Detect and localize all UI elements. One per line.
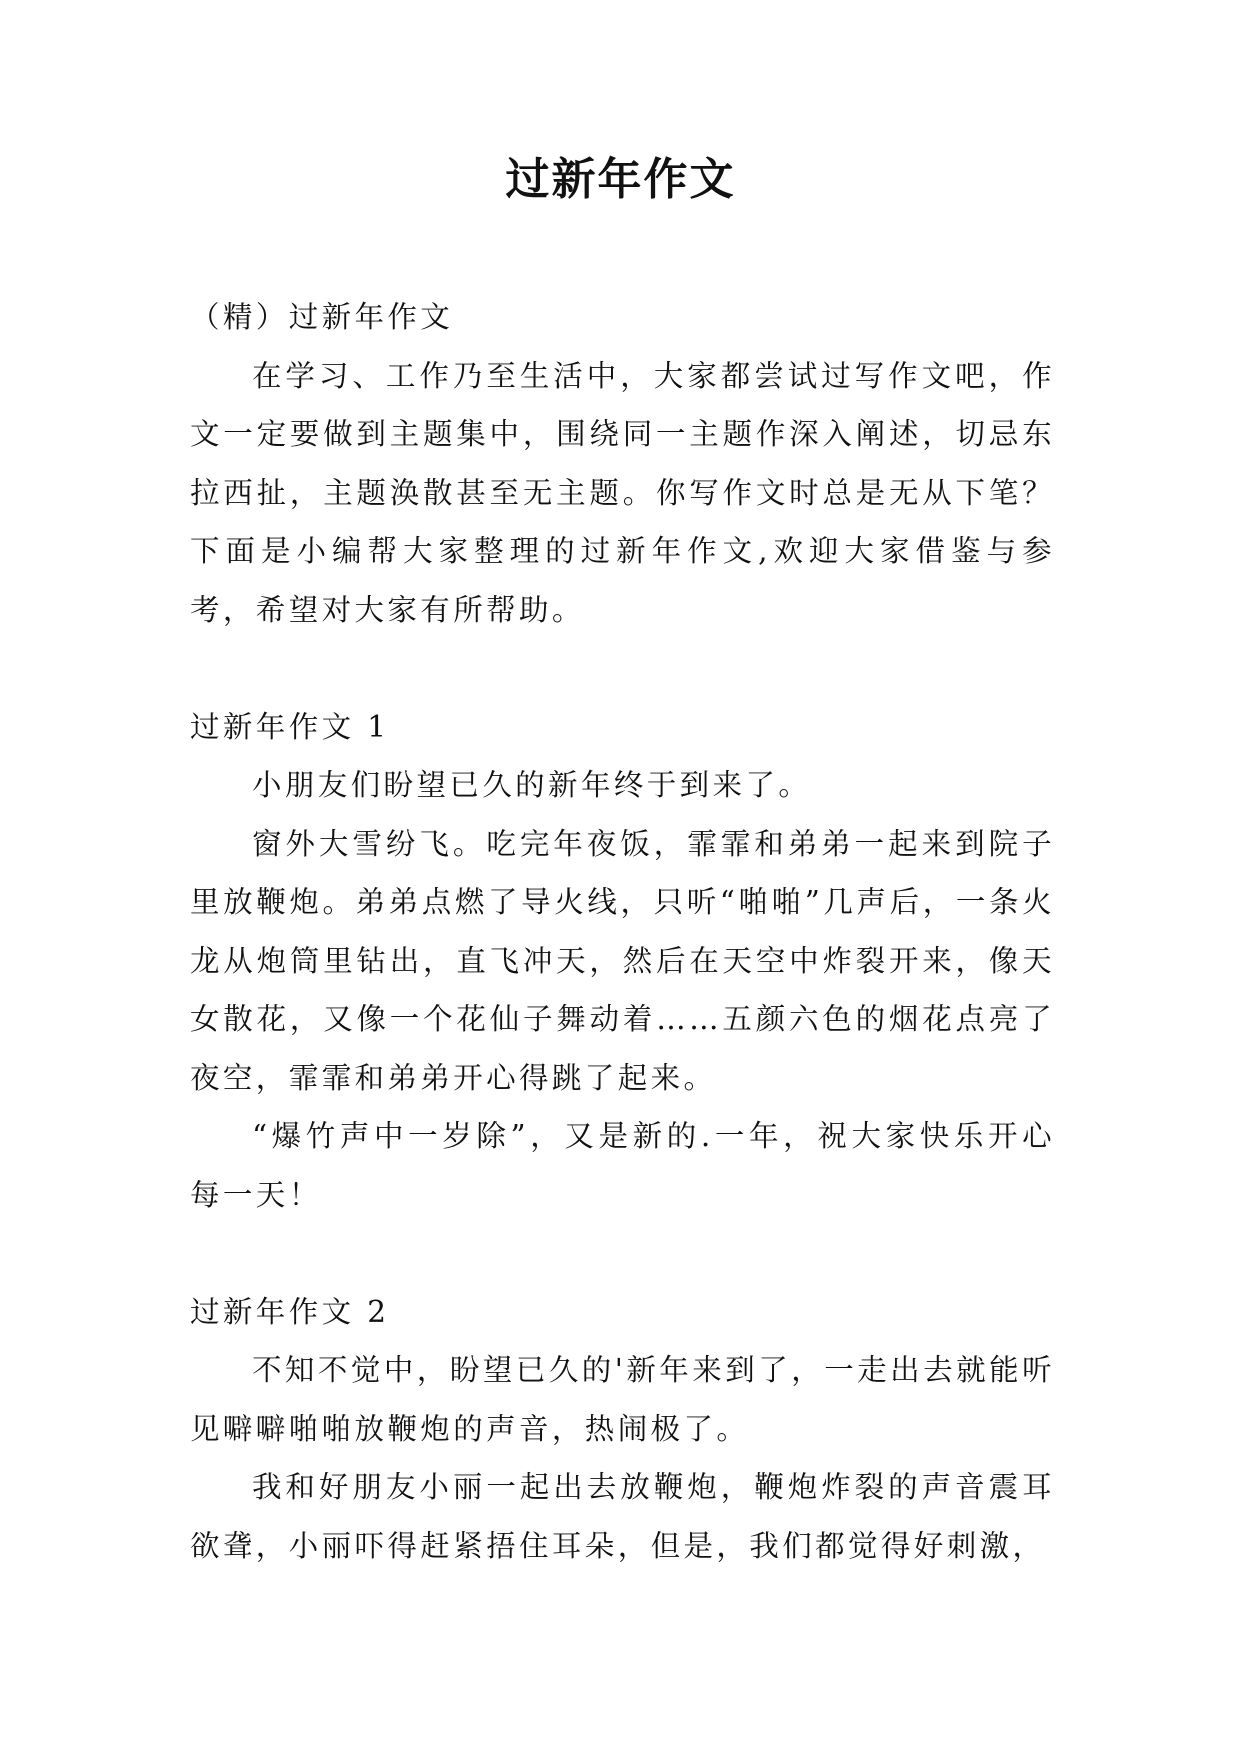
essay-1-heading: 过新年作文 1: [190, 709, 390, 744]
essay-2-paragraph-1: 不知不觉中，盼望已久的'新年来到了，一走出去就能听见噼噼啪啪放鞭炮的声音，热闹极了。: [190, 1353, 1055, 1446]
essay-1-paragraph-1: 小朋友们盼望已久的新年终于到来了。: [251, 768, 812, 802]
document-subtitle: （精）过新年作文: [190, 300, 454, 334]
intro-paragraph: 在学习、工作乃至生活中，大家都尝试过写作文吧，作文一定要做到主题集中，围绕同一主题作深入阐述，切忌东拉西扯，主题涣散甚至无主题。你写作文时总是无从下笔？下面是小编帮大家整理的过新年作文,欢迎大家借鉴与参考，希望对大家有所帮助。: [190, 358, 1055, 627]
document-title: 过新年作文: [505, 154, 736, 205]
essay-2-paragraph-2: 我和好朋友小丽一起出去放鞭炮，鞭炮炸裂的声音震耳欲聋，小丽吓得赶紧捂住耳朵，但是，我们都觉得好刺激，: [190, 1470, 1055, 1563]
document-body: [190, 288, 1055, 1575]
essay-2-heading: 过新年作文 2: [190, 1294, 390, 1329]
essay-1-paragraph-3: “爆竹声中一岁除”，又是新的.一年，祝大家快乐开心每一天！: [190, 1119, 1055, 1212]
essay-1-paragraph-2: 窗外大雪纷飞。吃完年夜饭，霏霏和弟弟一起来到院子里放鞭炮。弟弟点燃了导火线，只听“啪啪”几声后，一条火龙从炮筒里钻出，直飞冲天，然后在天空中炸裂开来，像天女散花，又像一个花仙子舞动着……五颜六色的烟花点亮了夜空，霏霏和弟弟开心得跳了起来。: [190, 826, 1055, 1095]
